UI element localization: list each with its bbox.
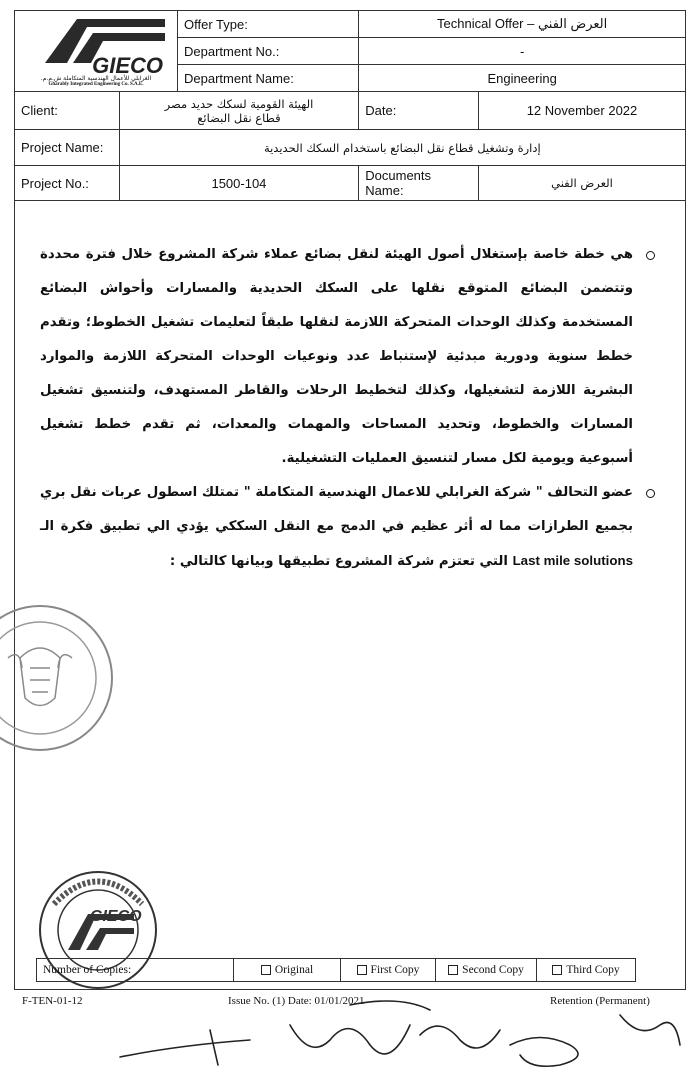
project-name-value: إدارة وتشغيل قطاع نقل البضائع باستخدام السكك الحديدية bbox=[119, 130, 685, 166]
copy-first bbox=[341, 959, 436, 981]
copies-row bbox=[36, 958, 636, 982]
header-table bbox=[14, 10, 686, 201]
form-code: F-TEN-01-12 bbox=[22, 995, 83, 1007]
logo-tagline-ar: الغرابلي للأعمال الهندسية المتكاملة ش.م.م. bbox=[40, 75, 152, 82]
offer-type-label: Offer Type: bbox=[178, 11, 359, 38]
copies-label: Number of Copies: bbox=[37, 959, 234, 981]
department-no-value: - bbox=[359, 38, 686, 65]
documents-name-value: العرض الفني bbox=[478, 166, 685, 201]
checkbox-icon bbox=[552, 965, 562, 975]
bullet-2-english: Last mile solutions bbox=[512, 553, 633, 568]
bullet-1: هي خطة خاصة بإستغلال أصول الهيئة لنقل بضائع عملاء شركة المشروع خلال فترة محددة وتتضمن البضائع المتوقع نقلها على السكك الحديدية والمسارات وأحواش البضائع المستخدمة وكذلك الوحدات المتحركة اللازمة لنقلها طبقاً لتعليمات تشغيل الخطوط؛ وتقدم خطط سنوية ودورية مبدئية لإستنباط عدد ونوعيات الوحدات المتحركة اللازمة والموارد البشرية اللازمة لتشغيلها، وكذلك لتخطيط الرحلات والقاطر المستهدف، ولتنسيق تشغيل المسارات والخطوط، وتحديد المساحات والمهمات والمعدات، ثم تقدم خطط تشغيل أسبوعية ويومية لكل مسار لتنسيق العمليات التشغيلية. bbox=[40, 238, 633, 476]
date-label: Date: bbox=[359, 92, 479, 130]
seal-stamp-icon bbox=[0, 588, 118, 770]
client-value-line2: قطاع نقل البضائع bbox=[197, 110, 281, 125]
logo-cell bbox=[15, 11, 178, 92]
bullet-2-part-2: التي تعتزم شركة المشروع تطبيقها وبيانها كالتالي : bbox=[169, 554, 508, 569]
documents-name-label: Documents Name: bbox=[359, 166, 479, 201]
offer-type-value: العرض الفني – Technical Offer bbox=[359, 11, 686, 38]
bullet-2-part-1: عضو التحالف " شركة الغرابلي للاعمال الهندسية المتكاملة " تمتلك اسطول عربات نقل بري بجميع الطرازات مما له أثر عظيم في الدمج مع النقل السككي يؤدي الي تطبيق فكرة الـ bbox=[40, 485, 633, 534]
project-no-label: Project No.: bbox=[15, 166, 120, 201]
checkbox-icon bbox=[357, 965, 367, 975]
client-value-line1: الهيئة القومية لسكك حديد مصر bbox=[164, 96, 314, 111]
copy-original-label: Original bbox=[274, 964, 314, 976]
client-value bbox=[119, 92, 359, 130]
bullet-2 bbox=[40, 476, 633, 579]
department-name-value: Engineering bbox=[359, 65, 686, 92]
signature-scribbles-icon bbox=[100, 985, 700, 1082]
logo-text: GIECO bbox=[92, 53, 163, 75]
department-no-label: Department No.: bbox=[178, 38, 359, 65]
project-name-label: Project Name: bbox=[15, 130, 120, 166]
checkbox-icon bbox=[261, 965, 271, 975]
date-value: 12 November 2022 bbox=[478, 92, 685, 130]
client-label: Client: bbox=[15, 92, 120, 130]
copy-first-label: First Copy bbox=[370, 964, 420, 976]
department-name-label: Department Name: bbox=[178, 65, 359, 92]
stamp-logo-text: GIECO bbox=[90, 908, 142, 925]
gieco-logo-icon bbox=[15, 11, 177, 75]
body-text bbox=[40, 238, 655, 579]
copy-third-label: Third Copy bbox=[566, 964, 620, 976]
project-no-value: 1500-104 bbox=[119, 166, 359, 201]
issue-info: Issue No. (1) Date: 01/01/2021 bbox=[228, 995, 365, 1007]
copy-second bbox=[436, 959, 537, 981]
checkbox-icon bbox=[448, 965, 458, 975]
copy-second-label: Second Copy bbox=[462, 964, 524, 976]
retention-info: Retention (Permanent) bbox=[550, 995, 650, 1007]
copy-third bbox=[537, 959, 635, 981]
copy-original bbox=[234, 959, 341, 981]
logo-tagline-en: Gharably Integrated Engineering Co. S.A.E. bbox=[48, 82, 144, 87]
